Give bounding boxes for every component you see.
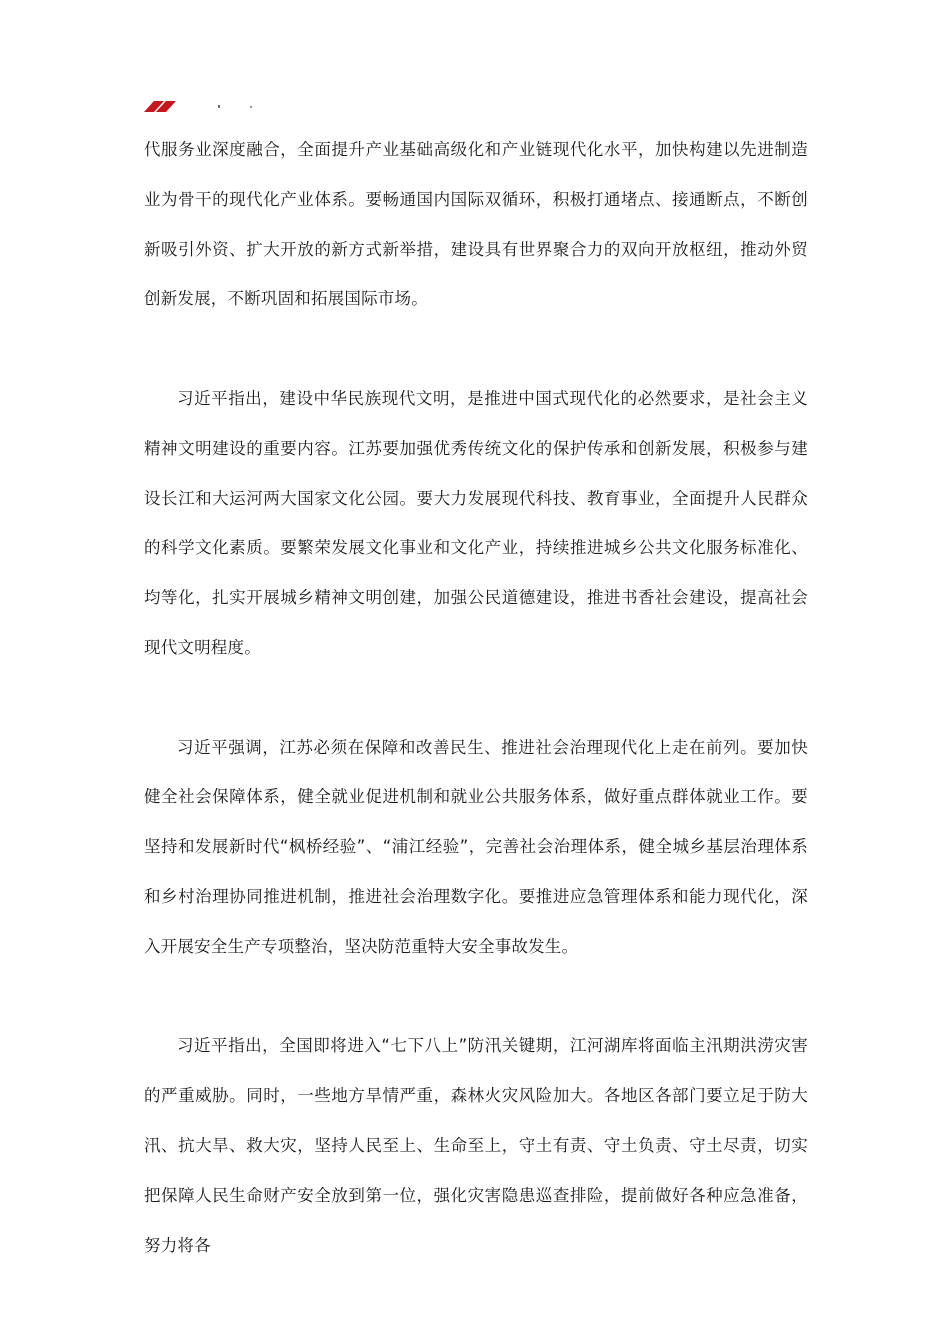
paragraph: 习近平指出，建设中华民族现代文明，是推进中国式现代化的必然要求，是社会主义精神文明建设的重要内容。江苏要加强优秀传统文化的保护传承和创新发展，积极参与建设长江和大运河两大国家文化公园。要大力发展现代科技、教育事业，全面提升人民群众的科学文化素质。要繁荣发展文化事业和文化产业，持续推进城乡公共文化服务标准化、均等化，扎实开展城乡精神文明创建，加强公民道德建设，推进书香社会建设，提高社会现代文明程度。 xyxy=(144,388,808,657)
paragraph: 代服务业深度融合，全面提升产业基础高级化和产业链现代化水平，加快构建以先进制造业为骨干的现代化产业体系。要畅通国内国际双循环，积极打通堵点、接通断点，不断创新吸引外资、扩大开放的新方式新举措，建设具有世界聚合力的双向开放枢纽，推动外贸创新发展，不断巩固和拓展国际市场。 xyxy=(144,140,808,309)
logo-icon xyxy=(142,96,262,112)
paragraph: 习近平强调，江苏必须在保障和改善民生、推进社会治理现代化上走在前列。要加快健全社会保障体系，健全就业促进机制和就业公共服务体系，做好重点群体就业工作。要坚持和发展新时代“枫桥经验”、“浦江经验”，完善社会治理体系，健全城乡基层治理体系和乡村治理协同推进机制，推进社会治理数字化。要推进应急管理体系和能力现代化，深入开展安全生产专项整治，坚决防范重特大安全事故发生。 xyxy=(144,737,808,956)
article-body xyxy=(144,125,808,1270)
paragraph: 习近平指出，全国即将进入“七下八上”防汛关键期，江河湖库将面临主汛期洪涝灾害的严重威胁。同时，一些地方旱情严重，森林火灾风险加大。各地区各部门要立足于防大汛、抗大旱、救大灾，坚持人民至上、生命至上，守土有责、守土负责、守土尽责，切实把保障人民生命财产安全放到第一位，强化灾害隐患巡查排险，提前做好各种应急准备，努力将各 xyxy=(144,1036,808,1255)
